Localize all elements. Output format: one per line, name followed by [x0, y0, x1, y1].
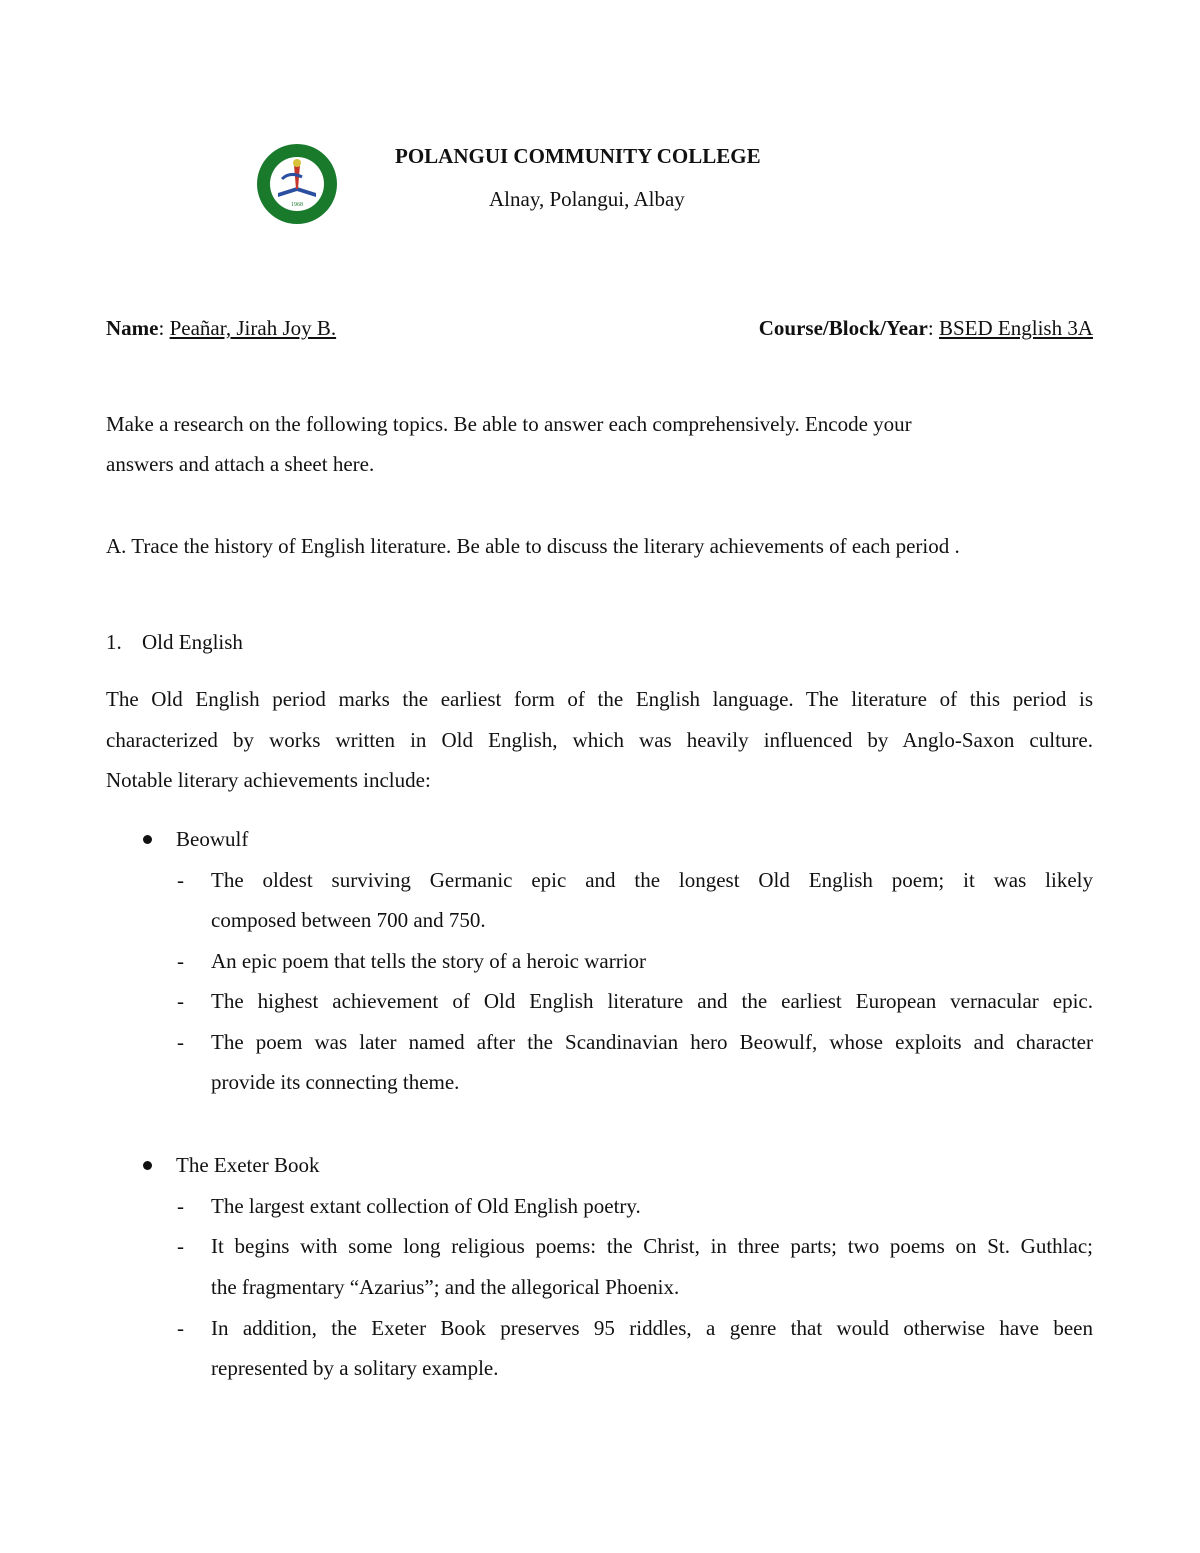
- course-label: Course/Block/Year: [758, 316, 928, 340]
- task-heading: A. Trace the history of English literature. Be able to discuss the literary achievements of each period .: [106, 534, 960, 558]
- seal-year: 1968: [291, 202, 303, 208]
- exeter-item-2-line-2: the fragmentary “Azarius”; and the allegorical Phoenix.: [211, 1275, 680, 1299]
- intro-line-2: characterized by works written in Old English, which was heavily influenced by Anglo-Saxon culture.: [106, 728, 1093, 752]
- beowulf-item-4-line-2: provide its connecting theme.: [211, 1070, 460, 1094]
- beowulf-item-1-line-2: composed between 700 and 750.: [211, 908, 486, 932]
- instructions-line-1: Make a research on the following topics. Be able to answer each comprehensively. Encode your: [106, 412, 912, 436]
- name-colon: :: [158, 316, 170, 340]
- course-block-year-field: [759, 315, 1093, 341]
- exeter-item-1: The largest extant collection of Old English poetry.: [211, 1194, 641, 1218]
- dash-marker: -: [177, 1234, 184, 1258]
- intro-line-3: Notable literary achievements include:: [106, 768, 431, 792]
- beowulf-item-1-line-1: The oldest surviving Germanic epic and the longest Old English poem; it was likely: [211, 868, 1093, 892]
- intro-line-1: The Old English period marks the earliest form of the English language. The literature of this period is: [106, 687, 1093, 711]
- exeter-item-3-line-1: In addition, the Exeter Book preserves 95 riddles, a genre that would otherwise have been: [211, 1316, 1093, 1340]
- dash-marker: -: [177, 949, 184, 973]
- college-seal-logo: [256, 143, 338, 225]
- bullet-icon: [143, 1161, 152, 1170]
- bullet-title-exeter-book: The Exeter Book: [176, 1153, 320, 1177]
- dash-marker: -: [177, 989, 184, 1013]
- name-label: Name: [106, 316, 159, 340]
- beowulf-item-3: The highest achievement of Old English literature and the earliest European vernacular epic.: [211, 989, 1093, 1013]
- instructions-line-2: answers and attach a sheet here.: [106, 452, 375, 476]
- exeter-item-3-line-2: represented by a solitary example.: [211, 1356, 499, 1380]
- section-number: 1.: [106, 630, 122, 654]
- beowulf-item-4-line-1: The poem was later named after the Scandinavian hero Beowulf, whose exploits and character: [211, 1030, 1093, 1054]
- course-value: BSED English 3A: [938, 316, 1093, 340]
- bullet-title-beowulf: Beowulf: [176, 827, 249, 851]
- college-name: POLANGUI COMMUNITY COLLEGE: [395, 144, 761, 168]
- dash-marker: -: [177, 868, 184, 892]
- section-title: Old English: [142, 630, 243, 654]
- flame-icon: [293, 159, 301, 167]
- dash-marker: -: [177, 1316, 184, 1340]
- course-colon: :: [927, 316, 939, 340]
- dash-marker: -: [177, 1194, 184, 1218]
- college-address: Alnay, Polangui, Albay: [489, 187, 685, 211]
- exeter-item-2-line-1: It begins with some long religious poems: the Christ, in three parts; two poems on St. Guthlac;: [211, 1234, 1093, 1258]
- bullet-icon: [143, 835, 152, 844]
- beowulf-item-2: An epic poem that tells the story of a heroic warrior: [211, 949, 647, 973]
- name-value: Peañar, Jirah Joy B.: [169, 316, 337, 340]
- dash-marker: -: [177, 1030, 184, 1054]
- student-name-field: [106, 315, 336, 341]
